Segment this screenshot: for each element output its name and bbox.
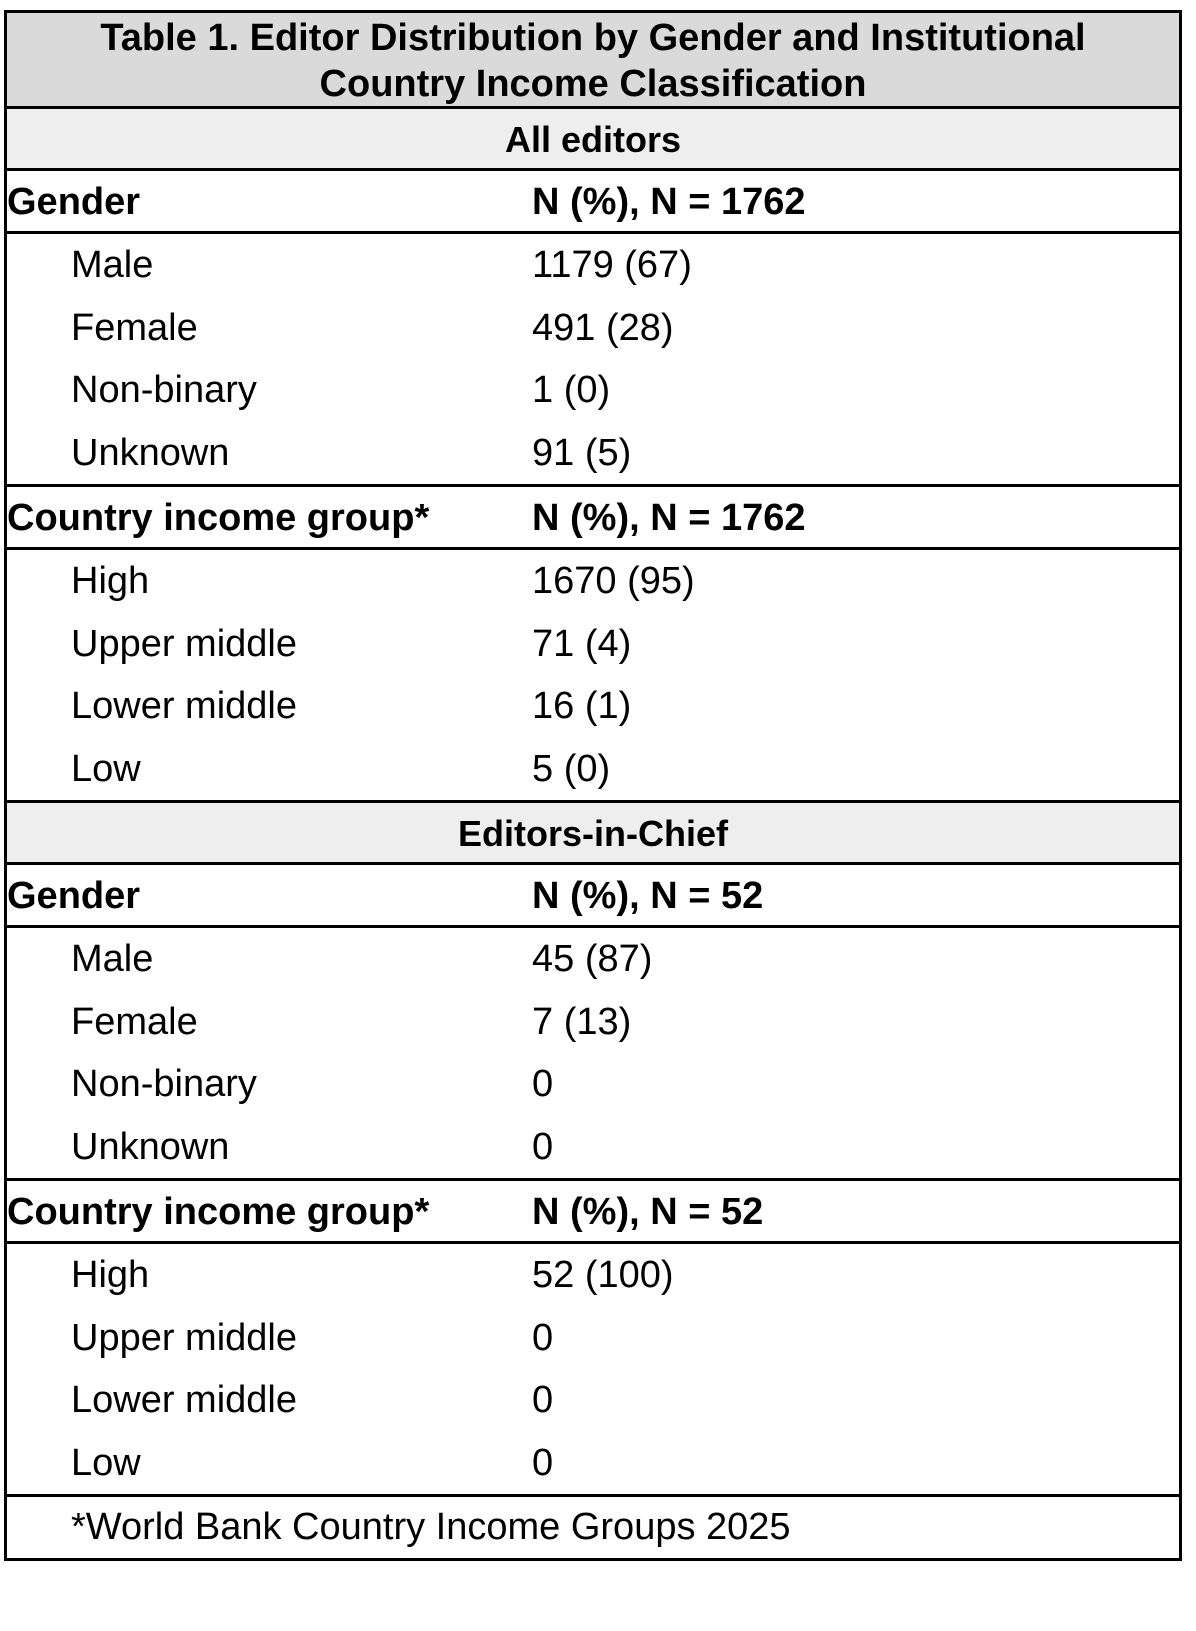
table-row <box>7 550 1179 613</box>
row-label: Male <box>71 244 154 286</box>
table-row <box>7 991 1179 1054</box>
table-row <box>7 1432 1179 1495</box>
row-value: 491 (28) <box>532 306 674 349</box>
table-row <box>7 359 1179 422</box>
row-value: 16 (1) <box>532 685 632 727</box>
group-header <box>7 171 1179 234</box>
section-header: Editors-in-Chief <box>7 803 1179 865</box>
row-value: 0 <box>532 1316 554 1359</box>
table-row <box>7 1307 1179 1370</box>
group-header <box>7 487 1179 550</box>
row-label: High <box>71 1254 150 1296</box>
row-value: 91 (5) <box>532 431 632 474</box>
row-label: Unknown <box>71 1125 230 1168</box>
row-label: High <box>71 560 150 602</box>
group-rows <box>7 928 1179 1181</box>
group-rows <box>7 1244 1179 1497</box>
table-row <box>7 738 1179 801</box>
table-title-line-1: Table 1. Editor Distribution by Gender and Institutional <box>100 17 1086 59</box>
table-row <box>7 1369 1179 1432</box>
row-value: 0 <box>532 1063 554 1105</box>
group-header <box>7 865 1179 928</box>
row-label: Lower middle <box>71 1379 297 1421</box>
row-label: Upper middle <box>71 622 297 665</box>
row-label: Low <box>71 1441 141 1484</box>
table-row <box>7 1053 1179 1116</box>
row-label: Lower middle <box>71 685 297 727</box>
row-label: Non-binary <box>71 369 257 411</box>
table-row <box>7 234 1179 297</box>
row-value: 71 (4) <box>532 622 632 665</box>
group-label: Country income group* <box>7 497 430 539</box>
table-row <box>7 422 1179 485</box>
table-row <box>7 297 1179 360</box>
table-title-line-2: Country Income Classification <box>319 63 867 105</box>
group-label: Gender <box>7 875 141 917</box>
row-label: Non-binary <box>71 1063 257 1105</box>
row-value: 1 (0) <box>532 369 611 411</box>
row-value: 0 <box>532 1441 554 1484</box>
row-value: 0 <box>532 1379 554 1421</box>
table-row <box>7 1116 1179 1179</box>
section-header: All editors <box>7 109 1179 171</box>
table-body <box>7 109 1179 1497</box>
row-label: Upper middle <box>71 1316 297 1359</box>
row-label: Female <box>71 1000 198 1043</box>
row-value: 0 <box>532 1125 554 1168</box>
group-value-header: N (%), N = 1762 <box>532 181 806 223</box>
editor-distribution-table <box>4 10 1182 1561</box>
group-rows <box>7 234 1179 487</box>
row-value: 52 (100) <box>532 1254 674 1296</box>
group-value-header: N (%), N = 52 <box>532 875 764 917</box>
group-header <box>7 1181 1179 1244</box>
row-value: 1670 (95) <box>532 560 695 602</box>
group-rows <box>7 550 1179 803</box>
table-row <box>7 613 1179 676</box>
table-row <box>7 1244 1179 1307</box>
row-label: Unknown <box>71 431 230 474</box>
table-row <box>7 928 1179 991</box>
row-value: 1179 (67) <box>532 244 692 286</box>
row-value: 5 (0) <box>532 747 611 790</box>
group-label: Country income group* <box>7 1191 430 1233</box>
table-title <box>7 13 1179 109</box>
row-value: 45 (87) <box>532 938 653 980</box>
row-label: Male <box>71 938 154 980</box>
group-value-header: N (%), N = 52 <box>532 1191 764 1233</box>
row-label: Female <box>71 306 198 349</box>
table-row <box>7 675 1179 738</box>
group-value-header: N (%), N = 1762 <box>532 497 806 539</box>
group-label: Gender <box>7 181 141 223</box>
row-value: 7 (13) <box>532 1000 632 1043</box>
row-label: Low <box>71 747 141 790</box>
table-footnote: *World Bank Country Income Groups 2025 <box>71 1506 791 1548</box>
